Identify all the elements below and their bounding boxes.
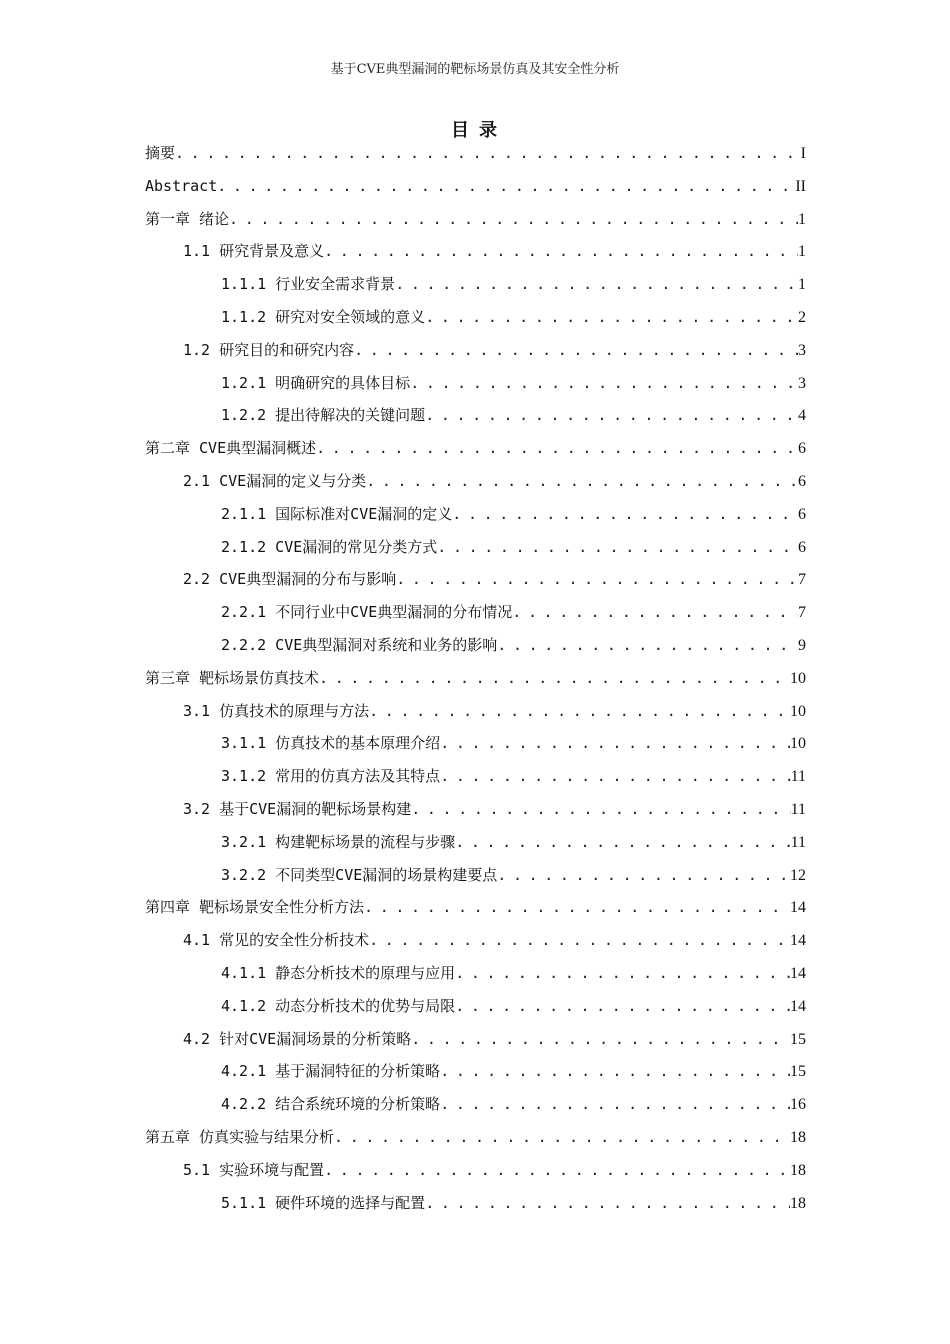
toc-entry-row <box>221 629 806 663</box>
dot-leader <box>497 859 790 892</box>
toc-entry-row <box>221 596 806 630</box>
toc-entry-label: 5.1.1 硬件环境的选择与配置 <box>221 1193 426 1212</box>
toc-entry-row <box>145 1121 806 1155</box>
toc-entry[interactable] <box>0 924 950 957</box>
toc-entry-page-number: 15 <box>790 1030 806 1048</box>
toc-entry-row <box>183 1023 806 1057</box>
toc-entry-row <box>145 203 806 237</box>
toc-entry-row <box>221 727 806 761</box>
toc-entry[interactable] <box>0 1088 950 1121</box>
toc-entry-page-number: 2 <box>798 308 806 326</box>
dot-leader <box>425 1187 790 1220</box>
dot-leader <box>497 629 798 662</box>
toc-entry-label: 1.2.2 提出待解决的关键问题 <box>221 406 426 425</box>
toc-entry[interactable] <box>0 399 950 432</box>
toc-entry[interactable] <box>0 826 950 859</box>
toc-entry-page-number: 11 <box>790 768 806 786</box>
toc-entry[interactable] <box>0 859 950 892</box>
dot-leader <box>396 563 798 596</box>
toc-entry-label: Abstract <box>145 176 218 195</box>
dot-leader <box>354 334 798 367</box>
dot-leader <box>334 1121 790 1154</box>
toc-entry-label: 第二章 CVE典型漏洞概述 <box>145 439 317 458</box>
toc-entry-page-number: 11 <box>790 833 806 851</box>
toc-entry-row <box>221 826 806 860</box>
toc-entry[interactable] <box>0 531 950 564</box>
toc-entry-label: 1.1.2 研究对安全领域的意义 <box>221 307 426 326</box>
dot-leader <box>175 137 801 170</box>
toc-entry-label: 4.2 针对CVE漏洞场景的分析策略 <box>183 1029 412 1048</box>
toc-entry-label: 1.2 研究目的和研究内容 <box>183 340 355 359</box>
toc-entry-page-number: 12 <box>790 866 806 884</box>
table-of-contents <box>0 137 950 1219</box>
toc-entry-page-number: 7 <box>798 571 806 589</box>
toc-entry-page-number: 10 <box>790 735 806 753</box>
dot-leader <box>369 695 790 728</box>
toc-entry-page-number: 4 <box>798 407 806 425</box>
dot-leader <box>455 826 790 859</box>
toc-entry-label: 第三章 靶标场景仿真技术 <box>145 668 320 687</box>
toc-entry-row <box>221 1088 806 1122</box>
toc-entry[interactable] <box>0 170 950 203</box>
toc-entry[interactable] <box>0 1121 950 1154</box>
dot-leader <box>229 203 798 236</box>
toc-entry[interactable] <box>0 662 950 695</box>
toc-entry-label: 3.1 仿真技术的原理与方法 <box>183 701 370 720</box>
toc-entry[interactable] <box>0 334 950 367</box>
toc-entry-row <box>221 957 806 991</box>
toc-entry-label: 3.1.2 常用的仿真方法及其特点 <box>221 767 441 786</box>
running-header: 基于CVE典型漏洞的靶标场景仿真及其安全性分析 <box>330 62 620 77</box>
toc-entry-row <box>183 1154 806 1188</box>
toc-entry-label: 1.1 研究背景及意义 <box>183 242 325 261</box>
toc-entry-row <box>221 1055 806 1089</box>
toc-entry-label: 第五章 仿真实验与结果分析 <box>145 1127 335 1146</box>
toc-entry[interactable] <box>0 1187 950 1220</box>
toc-entry-page-number: 10 <box>790 702 806 720</box>
dot-leader <box>366 465 798 498</box>
toc-entry-page-number: 16 <box>790 1096 806 1114</box>
dot-leader <box>395 268 798 301</box>
toc-entry-row <box>221 990 806 1024</box>
toc-entry-label: 2.2 CVE典型漏洞的分布与影响 <box>183 570 397 589</box>
dot-leader <box>425 301 798 334</box>
toc-entry-label: 1.2.1 明确研究的具体目标 <box>221 373 411 392</box>
toc-entry[interactable] <box>0 1023 950 1056</box>
toc-entry[interactable] <box>0 465 950 498</box>
toc-entry-row <box>221 859 806 893</box>
toc-entry-label: 2.1.2 CVE漏洞的常见分类方式 <box>221 537 438 556</box>
toc-entry-label: 3.2.1 构建靶标场景的流程与步骤 <box>221 832 456 851</box>
toc-entry-page-number: 6 <box>798 538 806 556</box>
toc-entry-row <box>183 235 806 269</box>
toc-entry[interactable] <box>0 760 950 793</box>
toc-entry[interactable] <box>0 891 950 924</box>
toc-entry[interactable] <box>0 629 950 662</box>
toc-entry[interactable] <box>0 596 950 629</box>
toc-entry-label: 4.1.2 动态分析技术的优势与局限 <box>221 996 456 1015</box>
toc-entry-row <box>221 367 806 401</box>
toc-entry-page-number: 14 <box>790 899 806 917</box>
toc-entry-row <box>221 301 806 335</box>
toc-entry-label: 2.1.1 国际标准对CVE漏洞的定义 <box>221 504 453 523</box>
toc-entry-label: 3.1.1 仿真技术的基本原理介绍 <box>221 734 441 753</box>
dot-leader <box>410 367 798 400</box>
toc-entry-page-number: 14 <box>790 997 806 1015</box>
toc-entry-label: 3.2.2 不同类型CVE漏洞的场景构建要点 <box>221 865 498 884</box>
toc-entry[interactable] <box>0 268 950 301</box>
toc-entry[interactable] <box>0 990 950 1023</box>
toc-entry-row <box>183 334 806 368</box>
dot-leader <box>452 498 798 531</box>
toc-entry-label: 摘要 <box>145 144 176 162</box>
dot-leader <box>455 957 790 990</box>
toc-entry-page-number: 11 <box>790 800 806 818</box>
toc-entry-row <box>183 465 806 499</box>
toc-entry-page-number: 14 <box>790 964 806 982</box>
dot-leader <box>425 399 798 432</box>
dot-leader <box>324 235 798 268</box>
toc-entry-page-number: 7 <box>798 604 806 622</box>
toc-entry[interactable] <box>0 367 950 400</box>
toc-entry-label: 4.2.2 结合系统环境的分析策略 <box>221 1095 441 1114</box>
toc-entry-page-number: 10 <box>790 669 806 687</box>
toc-entry-page-number: 18 <box>790 1161 806 1179</box>
toc-entry-label: 4.1 常见的安全性分析技术 <box>183 931 370 950</box>
toc-entry[interactable] <box>0 695 950 728</box>
dot-leader <box>319 662 790 695</box>
toc-entry[interactable] <box>0 137 950 170</box>
toc-entry-row <box>183 924 806 958</box>
toc-entry-page-number: 6 <box>798 440 806 458</box>
toc-entry-label: 2.1 CVE漏洞的定义与分类 <box>183 471 367 490</box>
toc-entry-row <box>145 891 806 925</box>
toc-entry-page-number: 3 <box>798 374 806 392</box>
toc-entry-row <box>221 760 806 794</box>
toc-entry[interactable] <box>0 1055 950 1088</box>
toc-entry-row <box>221 1187 806 1221</box>
dot-leader <box>440 727 790 760</box>
toc-entry-row <box>221 268 806 302</box>
toc-entry[interactable] <box>0 957 950 990</box>
toc-entry-page-number: II <box>795 177 806 195</box>
dot-leader <box>364 891 790 924</box>
dot-leader <box>324 1154 790 1187</box>
toc-entry[interactable] <box>0 727 950 760</box>
toc-entry-row <box>183 563 806 597</box>
dot-leader <box>411 1023 790 1056</box>
toc-entry-page-number: 1 <box>798 276 806 294</box>
toc-title: 目录 <box>451 120 507 141</box>
toc-entry[interactable] <box>0 235 950 268</box>
dot-leader <box>437 531 798 564</box>
toc-entry-row <box>221 498 806 532</box>
toc-entry[interactable] <box>0 203 950 236</box>
toc-entry[interactable] <box>0 793 950 826</box>
toc-entry[interactable] <box>0 432 950 465</box>
toc-entry[interactable] <box>0 301 950 334</box>
toc-entry-label: 5.1 实验环境与配置 <box>183 1160 325 1179</box>
dot-leader <box>455 990 790 1023</box>
toc-entry-page-number: I <box>800 145 806 162</box>
toc-entry-page-number: 6 <box>798 472 806 490</box>
dot-leader <box>512 596 798 629</box>
toc-entry-label: 3.2 基于CVE漏洞的靶标场景构建 <box>183 799 412 818</box>
toc-entry-label: 2.2.1 不同行业中CVE典型漏洞的分布情况 <box>221 603 513 622</box>
toc-entry-row <box>145 432 806 466</box>
toc-entry-label: 2.2.2 CVE典型漏洞对系统和业务的影响 <box>221 635 498 654</box>
toc-entry-page-number: 1 <box>798 243 806 261</box>
toc-entry-label: 第一章 绪论 <box>145 209 230 228</box>
dot-leader <box>217 170 795 203</box>
toc-entry-page-number: 9 <box>798 636 806 654</box>
toc-entry-page-number: 6 <box>798 505 806 523</box>
toc-entry-label: 4.2.1 基于漏洞特征的分析策略 <box>221 1062 441 1081</box>
dot-leader <box>440 1055 790 1088</box>
toc-entry[interactable] <box>0 1154 950 1187</box>
toc-entry-row <box>145 137 806 171</box>
toc-entry-page-number: 18 <box>790 1128 806 1146</box>
toc-entry-label: 1.1.1 行业安全需求背景 <box>221 275 396 294</box>
dot-leader <box>440 1088 790 1121</box>
dot-leader <box>440 760 790 793</box>
toc-entry[interactable] <box>0 563 950 596</box>
toc-entry-page-number: 14 <box>790 932 806 950</box>
toc-entry-row <box>221 399 806 433</box>
toc-entry[interactable] <box>0 498 950 531</box>
toc-entry-row <box>183 793 806 827</box>
toc-entry-page-number: 18 <box>790 1194 806 1212</box>
toc-entry-row <box>145 170 806 204</box>
dot-leader <box>369 924 790 957</box>
toc-entry-page-number: 1 <box>798 210 806 228</box>
toc-entry-page-number: 15 <box>790 1063 806 1081</box>
toc-entry-label: 4.1.1 静态分析技术的原理与应用 <box>221 963 456 982</box>
dot-leader <box>411 793 790 826</box>
dot-leader <box>316 432 798 465</box>
toc-entry-label: 第四章 靶标场景安全性分析方法 <box>145 898 365 917</box>
toc-entry-row <box>145 662 806 696</box>
toc-entry-page-number: 3 <box>798 341 806 359</box>
toc-entry-row <box>183 695 806 729</box>
toc-entry-row <box>221 531 806 565</box>
